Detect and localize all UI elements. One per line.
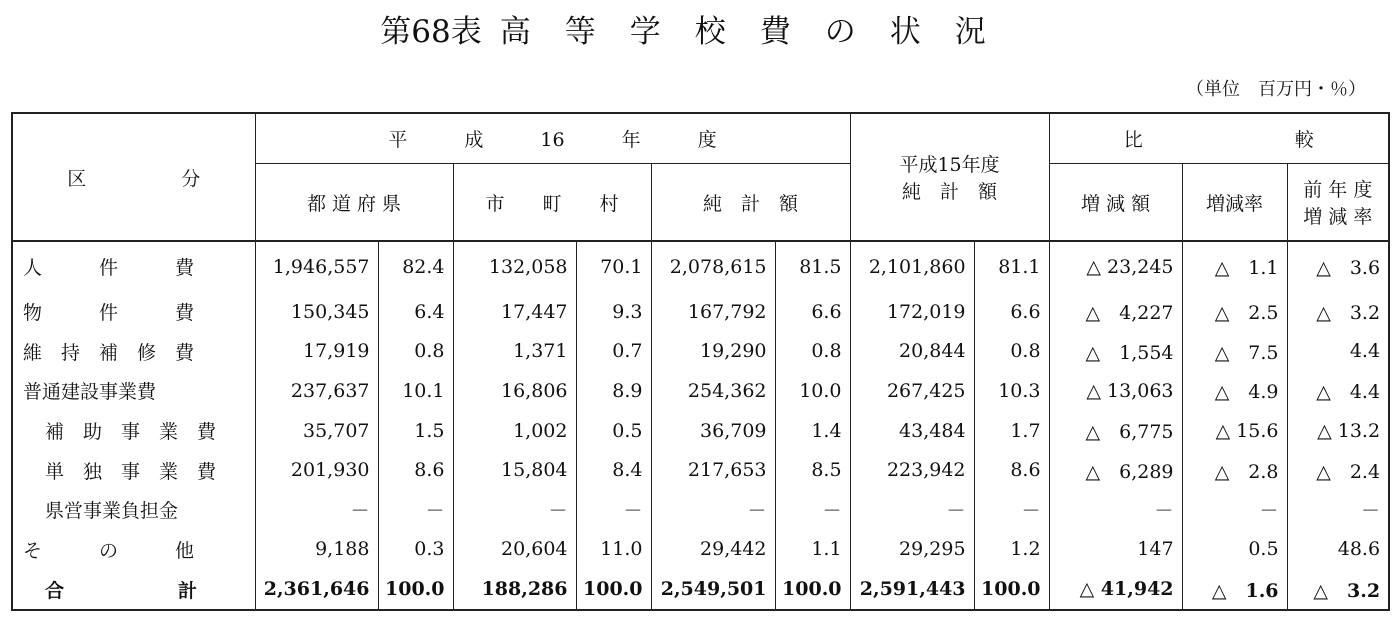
- h15-ratio: 6.6: [974, 292, 1049, 332]
- diff-amount: －: [1049, 490, 1182, 530]
- compare-header: 比 較: [1049, 113, 1389, 164]
- prev-year-rate: 4.4: [1349, 340, 1381, 363]
- net-ratio: 81.5: [775, 241, 850, 292]
- net-amount: 2,078,615: [651, 241, 775, 292]
- row-label: 物 件 費: [12, 292, 255, 332]
- table-row: [12, 292, 1389, 332]
- h15-header-line2: 純 計 額: [902, 181, 998, 204]
- net-ratio: 10.0: [775, 371, 850, 411]
- h15-ratio: 10.3: [974, 371, 1049, 411]
- net-ratio: 8.5: [775, 450, 850, 490]
- table-row: [12, 411, 1389, 451]
- row-label: 単 独 事 業 費: [12, 450, 255, 490]
- h15-amount: 20,844: [850, 331, 974, 371]
- table-number: 第68表: [380, 14, 482, 50]
- prev-year-rate: 48.6: [1337, 538, 1381, 561]
- municipality-amount: 17,447: [453, 292, 576, 332]
- municipality-ratio: 0.7: [576, 331, 651, 371]
- municipality-amount: 1,371: [453, 331, 576, 371]
- row-label: 普通建設事業費: [12, 371, 255, 411]
- prefecture-ratio: 0.3: [378, 530, 453, 570]
- municipality-ratio: 70.1: [576, 241, 651, 292]
- unit-note: （単位 百万円・％）: [1186, 79, 1366, 100]
- prev-year-rate: △ 3.2: [1316, 302, 1381, 325]
- diff-amount-header: 増 減 額: [1049, 164, 1182, 241]
- prefecture-ratio: 0.8: [378, 331, 453, 371]
- table-row: [12, 490, 1389, 530]
- net-amount: 167,792: [651, 292, 775, 332]
- municipality-ratio: 100.0: [576, 569, 651, 610]
- table-row: [12, 450, 1389, 490]
- municipality-amount: 188,286: [453, 569, 576, 610]
- h15-amount: 223,942: [850, 450, 974, 490]
- prefecture-amount: 35,707: [255, 411, 378, 451]
- municipality-amount: －: [453, 490, 576, 530]
- prefecture-amount: 201,930: [255, 450, 378, 490]
- h15-ratio: 100.0: [974, 569, 1049, 610]
- municipality-amount: 1,002: [453, 411, 576, 451]
- prefecture-ratio: 6.4: [378, 292, 453, 332]
- h15-amount: 29,295: [850, 530, 974, 570]
- prefecture-amount: 1,946,557: [255, 241, 378, 292]
- diff-amount: △ 1,554: [1049, 331, 1182, 371]
- prefecture-amount: 237,637: [255, 371, 378, 411]
- prev-year-rate: △ 4.4: [1316, 381, 1381, 404]
- prev-year-rate: △ 2.4: [1316, 460, 1381, 483]
- municipality-amount: 15,804: [453, 450, 576, 490]
- prev-year-rate: △ 13.2: [1317, 419, 1381, 442]
- municipality-ratio: 9.3: [576, 292, 651, 332]
- diff-amount: 147: [1049, 530, 1182, 570]
- net-ratio: 6.6: [775, 292, 850, 332]
- net-ratio: 1.4: [775, 411, 850, 451]
- prefecture-amount: 150,345: [255, 292, 378, 332]
- h15-ratio: 1.2: [974, 530, 1049, 570]
- diff-amount: △ 41,942: [1049, 569, 1182, 610]
- diff-rate: △ 7.5: [1182, 331, 1287, 371]
- diff-rate: 0.5: [1182, 530, 1287, 570]
- h16-header: 平 成 16 年 度: [255, 113, 850, 164]
- municipality-ratio: 8.9: [576, 371, 651, 411]
- diff-rate: △ 4.9: [1182, 371, 1287, 411]
- prefecture-ratio: 1.5: [378, 411, 453, 451]
- diff-rate: △ 1.6: [1182, 569, 1287, 610]
- h15-amount: 2,101,860: [850, 241, 974, 292]
- prev-year-rate: △ 3.6: [1316, 257, 1381, 280]
- diff-amount: △ 6,775: [1049, 411, 1182, 451]
- municipality-header: 市 町 村: [453, 164, 651, 241]
- h15-amount: 172,019: [850, 292, 974, 332]
- h15-amount: 43,484: [850, 411, 974, 451]
- net-amount: 217,653: [651, 450, 775, 490]
- prev-year-rate-line2: 増 減 率: [1303, 206, 1373, 229]
- diff-amount: △ 13,063: [1049, 371, 1182, 411]
- category-header: 区 分: [12, 113, 255, 241]
- municipality-amount: 16,806: [453, 371, 576, 411]
- total-row: [12, 569, 1389, 610]
- net-ratio: 1.1: [775, 530, 850, 570]
- diff-rate: －: [1182, 490, 1287, 530]
- municipality-ratio: 0.5: [576, 411, 651, 451]
- net-amount: 19,290: [651, 331, 775, 371]
- h15-amount: －: [850, 490, 974, 530]
- net-amount: 29,442: [651, 530, 775, 570]
- diff-rate: △ 2.5: [1182, 292, 1287, 332]
- row-label: 県営事業負担金: [12, 490, 255, 530]
- diff-rate: △ 15.6: [1182, 411, 1287, 451]
- diff-rate: △ 2.8: [1182, 450, 1287, 490]
- school-expense-table: [11, 112, 1390, 611]
- prefecture-amount: 17,919: [255, 331, 378, 371]
- diff-rate-header: 増減率: [1182, 164, 1287, 241]
- municipality-amount: 20,604: [453, 530, 576, 570]
- table-row: [12, 371, 1389, 411]
- diff-amount: △ 6,289: [1049, 450, 1182, 490]
- prefecture-ratio: 8.6: [378, 450, 453, 490]
- table-row: [12, 331, 1389, 371]
- diff-amount: △ 4,227: [1049, 292, 1182, 332]
- diff-amount: △ 23,245: [1049, 241, 1182, 292]
- prefecture-ratio: 82.4: [378, 241, 453, 292]
- prefecture-ratio: 10.1: [378, 371, 453, 411]
- net-amount: 254,362: [651, 371, 775, 411]
- row-label: そ の 他: [12, 530, 255, 570]
- prev-year-rate: －: [1361, 500, 1381, 523]
- net-ratio: 100.0: [775, 569, 850, 610]
- diff-rate: △ 1.1: [1182, 241, 1287, 292]
- net-amount: 2,549,501: [651, 569, 775, 610]
- prefecture-amount: 2,361,646: [255, 569, 378, 610]
- table-title: [0, 6, 1400, 51]
- table-body: [12, 241, 1389, 610]
- row-label: 補 助 事 業 費: [12, 411, 255, 451]
- prefecture-header: 都 道 府 県: [255, 164, 453, 241]
- h15-ratio: 0.8: [974, 331, 1049, 371]
- row-label: 合 計: [12, 569, 255, 610]
- prev-year-rate-line1: 前 年 度: [1303, 179, 1373, 202]
- municipality-amount: 132,058: [453, 241, 576, 292]
- prefecture-amount: －: [255, 490, 378, 530]
- municipality-ratio: 8.4: [576, 450, 651, 490]
- prev-year-rate: △ 3.2: [1313, 579, 1381, 602]
- h15-ratio: 8.6: [974, 450, 1049, 490]
- municipality-ratio: －: [576, 490, 651, 530]
- net-ratio: －: [775, 490, 850, 530]
- h15-header-line1: 平成15年度: [899, 154, 1000, 177]
- h15-ratio: 1.7: [974, 411, 1049, 451]
- table-row: [12, 530, 1389, 570]
- h15-header: [850, 113, 1049, 241]
- h15-ratio: 81.1: [974, 241, 1049, 292]
- table-row: [12, 241, 1389, 292]
- net-ratio: 0.8: [775, 331, 850, 371]
- h15-ratio: －: [974, 490, 1049, 530]
- prefecture-ratio: 100.0: [378, 569, 453, 610]
- row-label: 人 件 費: [12, 241, 255, 292]
- h15-amount: 2,591,443: [850, 569, 974, 610]
- h15-amount: 267,425: [850, 371, 974, 411]
- municipality-ratio: 11.0: [576, 530, 651, 570]
- row-label: 維 持 補 修 費: [12, 331, 255, 371]
- net-total-header: 純 計 額: [651, 164, 850, 241]
- table-title-text: 高等学校費の状況: [499, 14, 1020, 50]
- net-amount: 36,709: [651, 411, 775, 451]
- net-amount: －: [651, 490, 775, 530]
- prefecture-ratio: －: [378, 490, 453, 530]
- prefecture-amount: 9,188: [255, 530, 378, 570]
- prev-year-rate-header: [1287, 164, 1389, 241]
